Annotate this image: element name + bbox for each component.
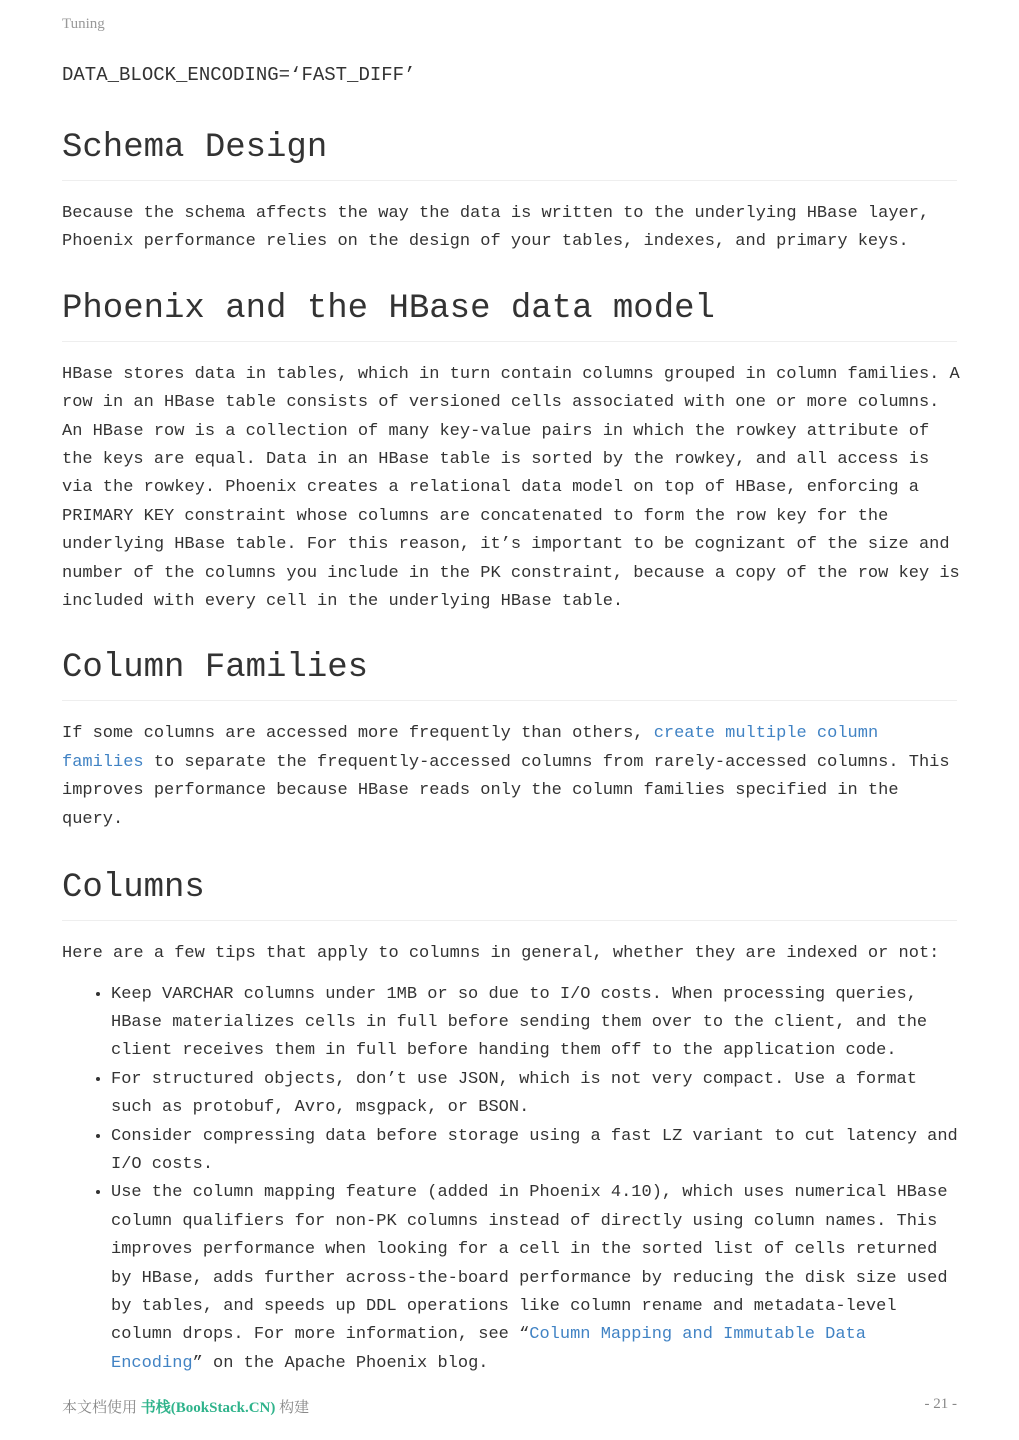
list-item: • Keep VARCHAR columns under 1MB or so due to I/O costs. When processing queries, HBase materializes cells in full before sending them over to the client, and the client receives them in full before handing them off to the application code. — [111, 981, 962, 1066]
page-number: - 21 - — [924, 1396, 957, 1412]
footer-suffix: 构建 — [275, 1400, 310, 1416]
footer-credit — [62, 1396, 309, 1417]
paragraph-data-model: HBase stores data in tables, which in turn contain columns grouped in column families. A row in an HBase table consists of versioned cells associated with one or more columns. An HBase row is a collection of many key-value pairs in which the rowkey attribute of the keys are equal. Data in an HBase table is sorted by the rowkey, and all access is via the rowkey. Phoenix creates a relational data model on top of HBase, enforcing a PRIMARY KEY constraint whose columns are concatenated to form the row key for the underlying HBase table. For this reason, it’s important to be cognizant of the size and number of the columns you include in the PK constraint, because a copy of the row key is included with every cell in the underlying HBase table. — [62, 364, 960, 612]
heading-columns: Columns — [62, 868, 957, 921]
list-item: • For structured objects, don’t use JSON, which is not very compact. Use a format such as protobuf, Avro, msgpack, or BSON. — [111, 1066, 962, 1123]
heading-data-model: Phoenix and the HBase data model — [62, 289, 957, 342]
link-multiple-column-families[interactable]: create multiple column families — [62, 724, 879, 772]
list-item: • Consider compressing data before storage using a fast LZ variant to cut latency and I/O costs. — [111, 1123, 962, 1180]
text: to separate the frequently-accessed columns from rarely-accessed columns. This improves performance because HBase reads only the column families specified in the query. — [62, 752, 950, 829]
heading-schema-design: Schema Design — [62, 128, 957, 181]
list-item — [111, 1179, 962, 1378]
paragraph-schema: Because the schema affects the way the data is written to the underlying HBase layer, Phoenix performance relies on the design of your tables, indexes, and primary keys. — [62, 204, 930, 252]
text: If some columns are accessed more frequently than others, — [62, 724, 654, 744]
heading-column-families: Column Families — [62, 648, 957, 701]
tips-list — [62, 981, 962, 1379]
running-header: Tuning — [62, 16, 105, 32]
paragraph-column-families — [62, 720, 962, 834]
link-column-mapping[interactable]: Column Mapping and Immutable Data Encoding — [111, 1325, 866, 1373]
text: Use the column mapping feature (added in Phoenix 4.10), which uses numerical HBase column qualifiers for non-PK columns instead of directly using column names. This improves performance when looking for a cell in the sorted list of cells returned by HBase, adds further across-the-board performance by reducing the disk size used by tables, and speeds up DDL operations like column rename and metadata-level column drops. For more information, see “ — [111, 1183, 948, 1345]
text: ” on the Apache Phoenix blog. — [192, 1353, 489, 1373]
footer-prefix: 本文档使用 — [62, 1400, 141, 1416]
paragraph-columns-intro: Here are a few tips that apply to columns in general, whether they are indexed or not: — [62, 944, 940, 964]
footer-brand-link[interactable]: 书栈(BookStack.CN) — [140, 1400, 276, 1416]
code-line: DATA_BLOCK_ENCODING=‘FAST_DIFF’ — [62, 64, 416, 86]
document-body — [62, 60, 962, 1378]
